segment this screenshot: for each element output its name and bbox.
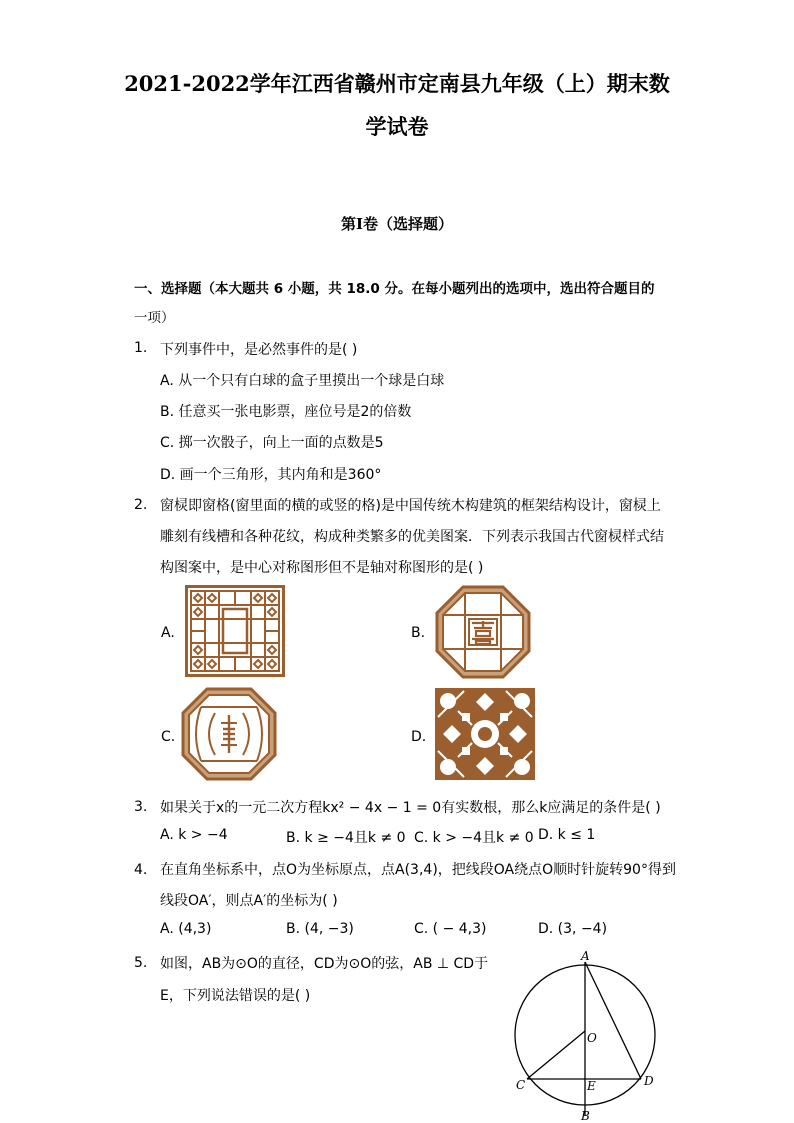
option-d: D. 画一个三角形，其内角和是360° <box>160 467 382 483</box>
option-a: A. (4,3) <box>160 921 212 937</box>
question-stem: 如果关于x的一元二次方程kx² − 4x − 1 = 0有实数根，那么k应满足的条件是( ) <box>160 800 661 816</box>
option-b: B. 任意买一张电影票，座位号是2的倍数 <box>160 404 412 420</box>
question-stem: 在直角坐标系中，点O为坐标原点，点A(3,4)，把线段OA绕点O顺时针旋转90°得到 <box>160 862 676 878</box>
question-stem: 下列事件中，是必然事件的是( ) <box>160 342 358 358</box>
option-d: D. k ≤ 1 <box>538 827 596 843</box>
question-number: 5. <box>134 955 148 971</box>
section-heading-cont: 一项） <box>134 310 175 326</box>
question-stem: 雕刻有线槽和各种花纹，构成种类繁多的优美图案．下列表示我国古代窗棂样式结 <box>160 529 664 545</box>
question-stem: 线段OA′，则点A′的坐标为( ) <box>160 893 338 909</box>
point-label-e: E <box>587 1079 596 1093</box>
question-stem: E，下列说法错误的是( ) <box>160 988 311 1004</box>
option-a: A. <box>161 625 175 641</box>
option-c: C. k > −4且k ≠ 0 <box>414 830 534 846</box>
option-c: C. ( − 4,3) <box>414 921 487 937</box>
question-stem: 窗棂即窗格(窗里面的横的或竖的格)是中国传统木构建筑的框架结构设计，窗棂上 <box>160 498 661 514</box>
question-stem: 构图案中，是中心对称图形但不是轴对称图形的是( ) <box>160 560 484 576</box>
question-number: 2. <box>134 497 148 513</box>
lattice-window-a <box>185 585 285 677</box>
option-c: C. <box>161 729 176 745</box>
option-c: C. 掷一次骰子，向上一面的点数是5 <box>160 435 384 451</box>
page-title-cont: 学试卷 <box>365 114 429 139</box>
option-b: B. <box>411 625 426 641</box>
lattice-window-d <box>434 687 536 781</box>
section-heading: 一、选择题（本大题共 6 小题，共 18.0 分。在每小题列出的选项中，选出符合题目的 <box>134 281 655 297</box>
segment-oc <box>527 1031 585 1079</box>
question-number: 3. <box>134 799 148 815</box>
option-a: A. k > −4 <box>160 827 228 843</box>
point-label-o: O <box>587 1031 597 1045</box>
question-number: 4. <box>134 862 148 878</box>
point-label-a: A <box>581 949 590 963</box>
option-a: A. 从一个只有白球的盒子里摸出一个球是白球 <box>160 373 445 389</box>
circle-diagram <box>505 948 675 1123</box>
volume-heading: 第I卷（选择题） <box>340 215 454 233</box>
option-d: D. <box>411 729 427 745</box>
point-label-c: C <box>516 1078 526 1092</box>
question-number: 1. <box>134 340 148 356</box>
point-label-b: B <box>581 1109 590 1123</box>
lattice-window-b <box>435 585 531 679</box>
option-b: B. (4, −3) <box>286 921 354 937</box>
page-title: 2021-2022学年江西省赣州市定南县九年级（上）期末数 <box>124 71 670 96</box>
option-d: D. (3, −4) <box>538 921 608 937</box>
option-b: B. k ≥ −4且k ≠ 0 <box>286 830 406 846</box>
point-label-d: D <box>644 1074 654 1088</box>
lattice-window-c <box>181 687 277 781</box>
segment-ad <box>585 962 641 1079</box>
question-stem: 如图，AB为⊙O的直径，CD为⊙O的弦，AB ⊥ CD于 <box>160 956 489 972</box>
